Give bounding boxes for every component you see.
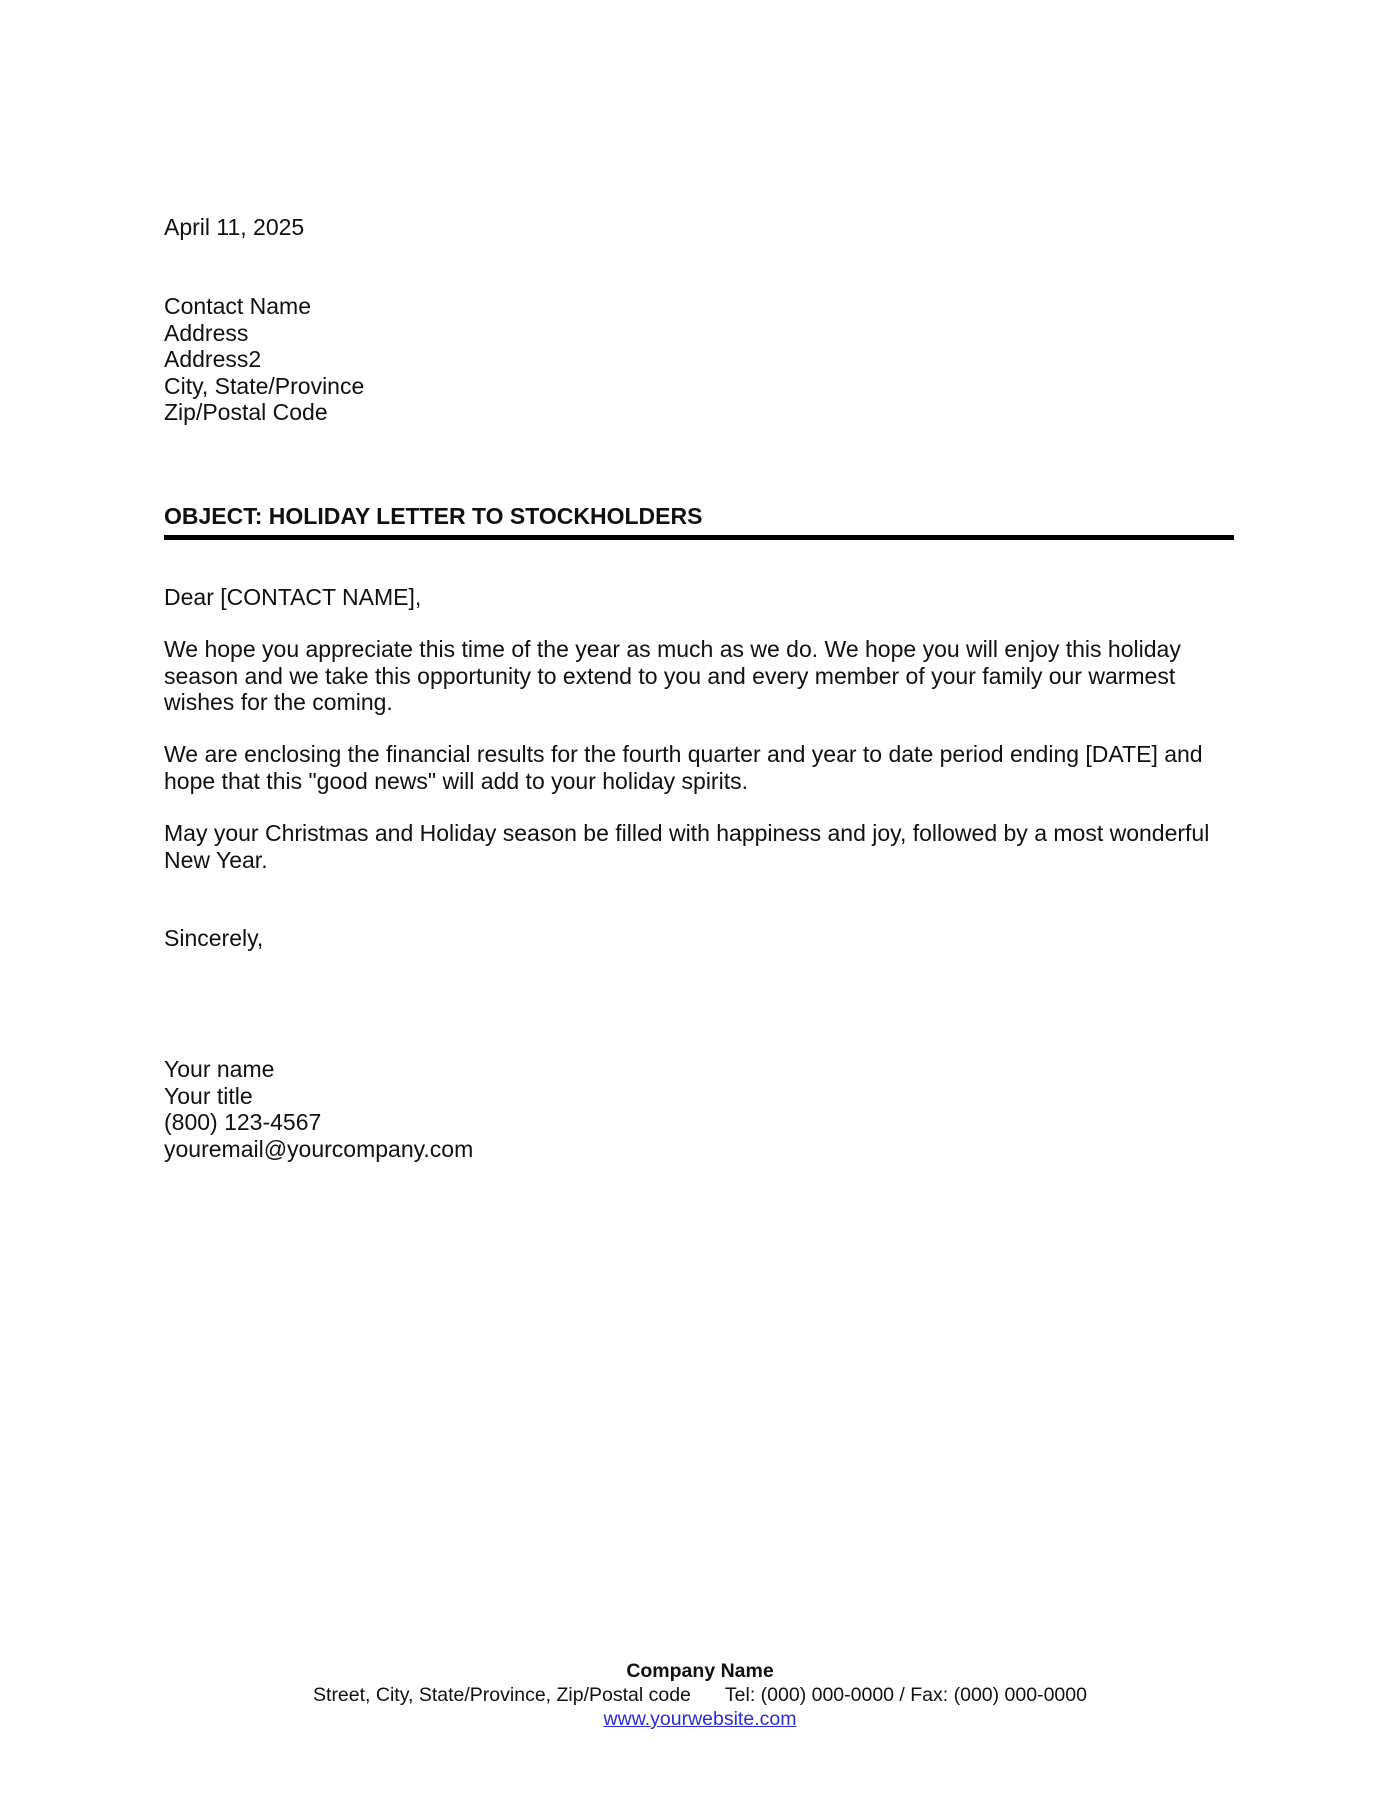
signer-email: youremail@yourcompany.com bbox=[164, 1135, 474, 1162]
footer-website-link[interactable]: www.yourwebsite.com bbox=[603, 1708, 797, 1730]
recipient-name: Contact Name bbox=[164, 293, 312, 319]
body-paragraph: We are enclosing the financial results for the fourth quarter and year to date period ending [DATE] and hope that this "good news" will add to your holiday spirits. bbox=[164, 741, 1203, 794]
footer-company-name: Company Name bbox=[626, 1660, 774, 1682]
subject-divider bbox=[164, 535, 1234, 540]
recipient-city-state: City, State/Province bbox=[164, 372, 365, 399]
recipient-address-line-1: Address bbox=[164, 319, 249, 346]
letter-footer bbox=[0, 1659, 1400, 1731]
body-paragraph: May your Christmas and Holiday season be filled with happiness and joy, followed by a most wonderful New Year. bbox=[164, 820, 1210, 873]
salutation: Dear [CONTACT NAME], bbox=[164, 584, 422, 610]
signer-name: Your name bbox=[164, 1056, 275, 1082]
signature-block bbox=[164, 1056, 473, 1162]
recipient-address-line-2: Address2 bbox=[164, 346, 262, 372]
signer-title: Your title bbox=[164, 1082, 253, 1109]
footer-contact-line bbox=[0, 1683, 1400, 1707]
letter-subject: OBJECT: HOLIDAY LETTER TO STOCKHOLDERS bbox=[164, 503, 703, 529]
footer-phone-fax: Tel: (000) 000-0000 / Fax: (000) 000-0000 bbox=[724, 1684, 1087, 1706]
recipient-block bbox=[164, 293, 364, 426]
footer-address: Street, City, State/Province, Zip/Postal code bbox=[313, 1684, 691, 1706]
letter-date: April 11, 2025 bbox=[164, 214, 305, 240]
signer-phone: (800) 123-4567 bbox=[164, 1109, 322, 1135]
recipient-zip: Zip/Postal Code bbox=[164, 399, 328, 425]
body-paragraph: We hope you appreciate this time of the year as much as we do. We hope you will enjoy this holiday season and we take this opportunity to extend to you and every member of your family our warmest wishes for the coming. bbox=[164, 636, 1181, 715]
closing: Sincerely, bbox=[164, 925, 264, 951]
